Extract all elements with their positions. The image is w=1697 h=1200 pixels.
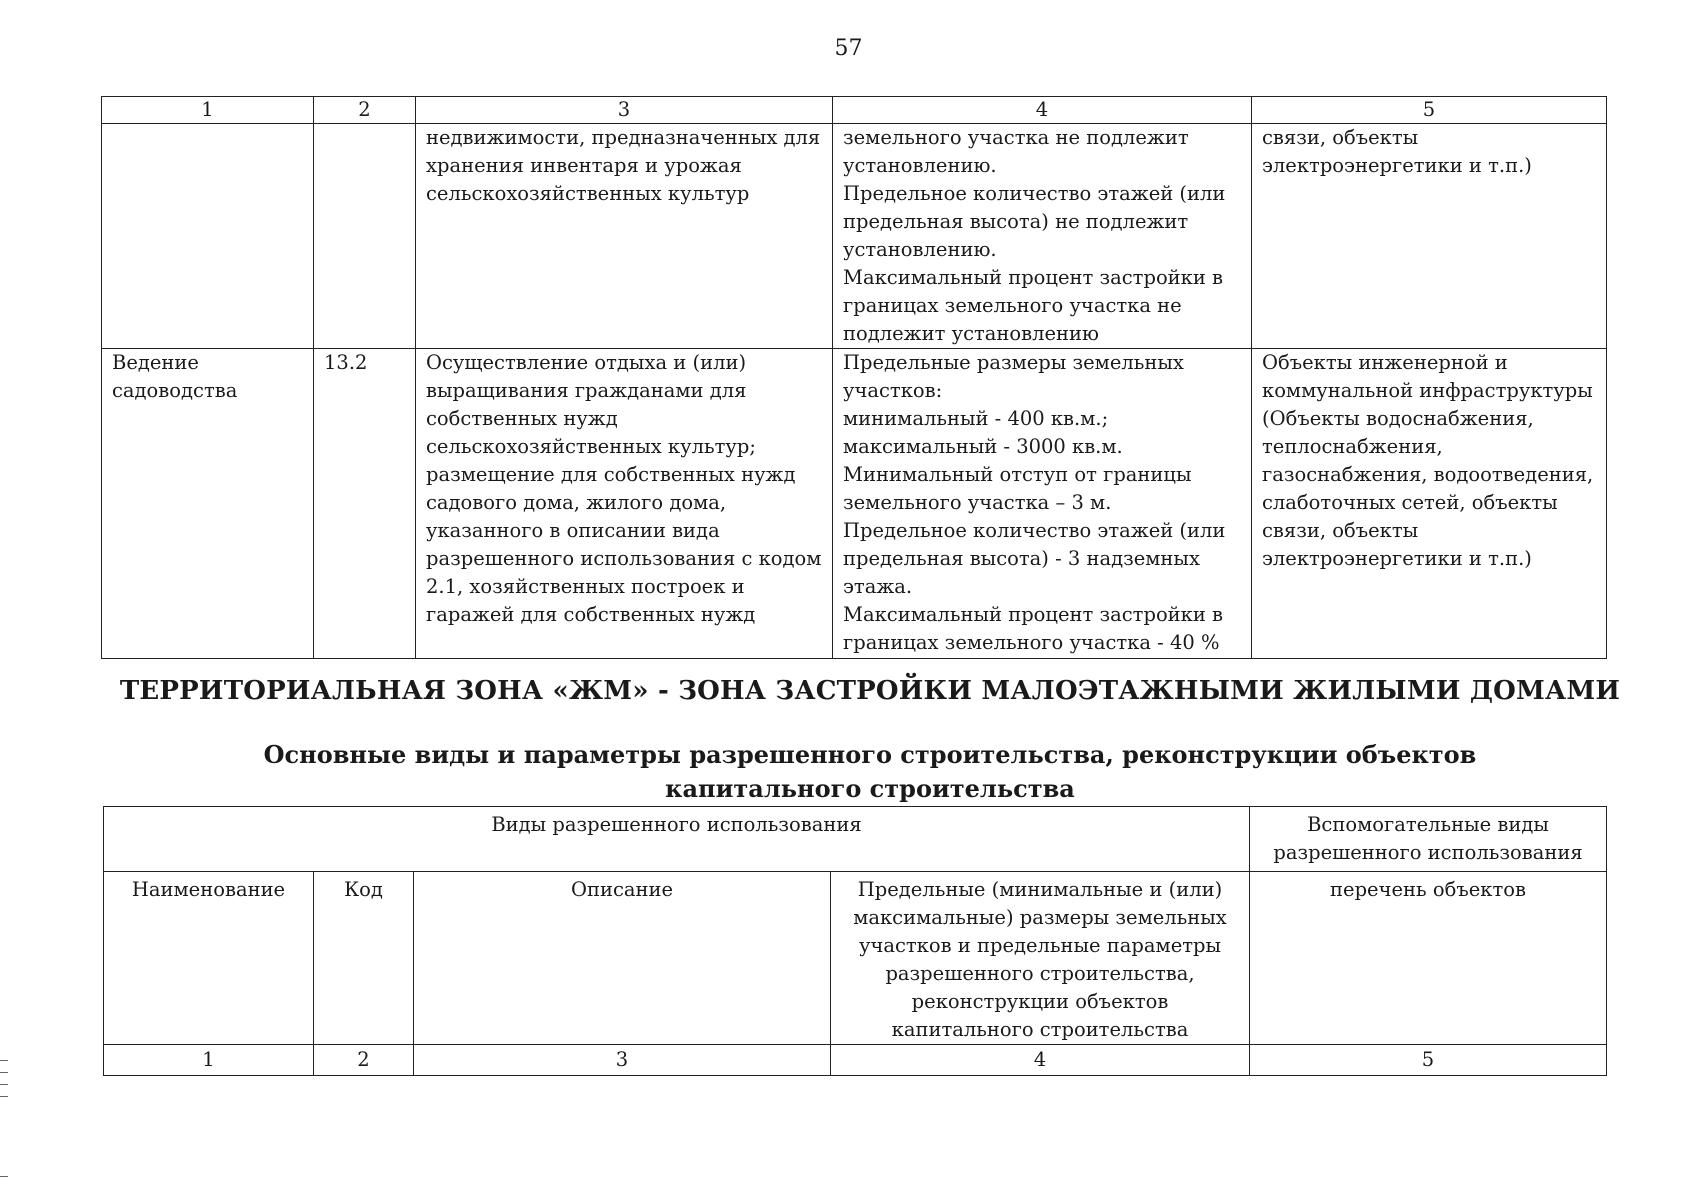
land-use-table-continued: [101, 96, 1607, 659]
column-number: 1: [104, 1045, 314, 1076]
use-code-cell: [314, 124, 416, 349]
column-header-row: [104, 872, 1607, 1045]
column-number: 3: [416, 97, 833, 124]
column-header-code: Код: [314, 872, 414, 1045]
group-header-main: Виды разрешенного использования: [104, 807, 1250, 872]
group-header-row: [104, 807, 1607, 872]
column-header-name: Наименование: [104, 872, 314, 1045]
use-description-cell: недвижимости, предназначенных для хранения инвентаря и урожая сельскохозяйственных культур: [416, 124, 833, 349]
column-header-parameters: Предельные (минимальные и (или) максимальные) размеры земельных участков и предельные параметры разрешенного строительства, реконструкции объектов капитального строительства: [831, 872, 1250, 1045]
scan-edge-mark: [0, 1084, 8, 1085]
column-number: 4: [831, 1045, 1250, 1076]
scan-edge-mark: [0, 1176, 8, 1177]
scan-edge-mark: [0, 1072, 8, 1073]
column-header-auxiliary-list: перечень объектов: [1250, 872, 1607, 1045]
section-title: Основные виды и параметры разрешенного строительства, реконструкции объектов капитального строительства: [263, 740, 1477, 803]
column-number-row: [104, 1045, 1607, 1076]
use-name-cell: [102, 124, 314, 349]
column-number: 4: [833, 97, 1252, 124]
auxiliary-objects-cell: Объекты инженерной и коммунальной инфраструктуры (Объекты водоснабжения, теплоснабжения, газоснабжения, водоотведения, слаботочных сетей, объекты связи, объекты электроэнергетики и т.п.): [1252, 349, 1607, 659]
column-header-description: Описание: [414, 872, 831, 1045]
scan-edge-mark: [0, 1096, 8, 1097]
use-code-cell: 13.2: [314, 349, 416, 659]
zone-title: ТЕРРИТОРИАЛЬНАЯ ЗОНА «ЖМ» - ЗОНА ЗАСТРОЙКИ МАЛОЭТАЖНЫМИ ЖИЛЫМИ ДОМАМИ: [119, 676, 1621, 706]
page-number: 57: [834, 36, 863, 61]
column-number: 5: [1252, 97, 1607, 124]
land-use-table-header: [103, 806, 1607, 1076]
column-number: 1: [102, 97, 314, 124]
column-number: 2: [314, 1045, 414, 1076]
auxiliary-objects-cell: связи, объекты электроэнергетики и т.п.): [1252, 124, 1607, 349]
table-row: [102, 124, 1607, 349]
column-number-row: [102, 97, 1607, 124]
scan-edge-mark: [0, 1060, 8, 1061]
table-row: [102, 349, 1607, 659]
use-description-cell: Осуществление отдыха и (или) выращивания гражданами для собственных нужд сельскохозяйственных культур; размещение для собственных нужд садового дома, жилого дома, указанного в описании вида разрешенного использования с кодом 2.1, хозяйственных построек и гаражей для собственных нужд: [416, 349, 833, 659]
use-parameters-cell: земельного участка не подлежит установлению. Предельное количество этажей (или предельная высота) не подлежит установлению. Максимальный процент застройки в границах земельного участка не подлежит установлению: [833, 124, 1252, 349]
column-number: 2: [314, 97, 416, 124]
use-name-cell: Ведение садоводства: [102, 349, 314, 659]
use-parameters-cell: Предельные размеры земельных участков: минимальный - 400 кв.м.; максимальный - 3000 кв.м. Минимальный отступ от границы земельного участка – 3 м. Предельное количество этажей (или предельная высота) - 3 надземных этажа. Максимальный процент застройки в границах земельного участка - 40 %: [833, 349, 1252, 659]
column-number: 3: [414, 1045, 831, 1076]
column-number: 5: [1250, 1045, 1607, 1076]
group-header-auxiliary: Вспомогательные виды разрешенного использования: [1250, 807, 1607, 872]
